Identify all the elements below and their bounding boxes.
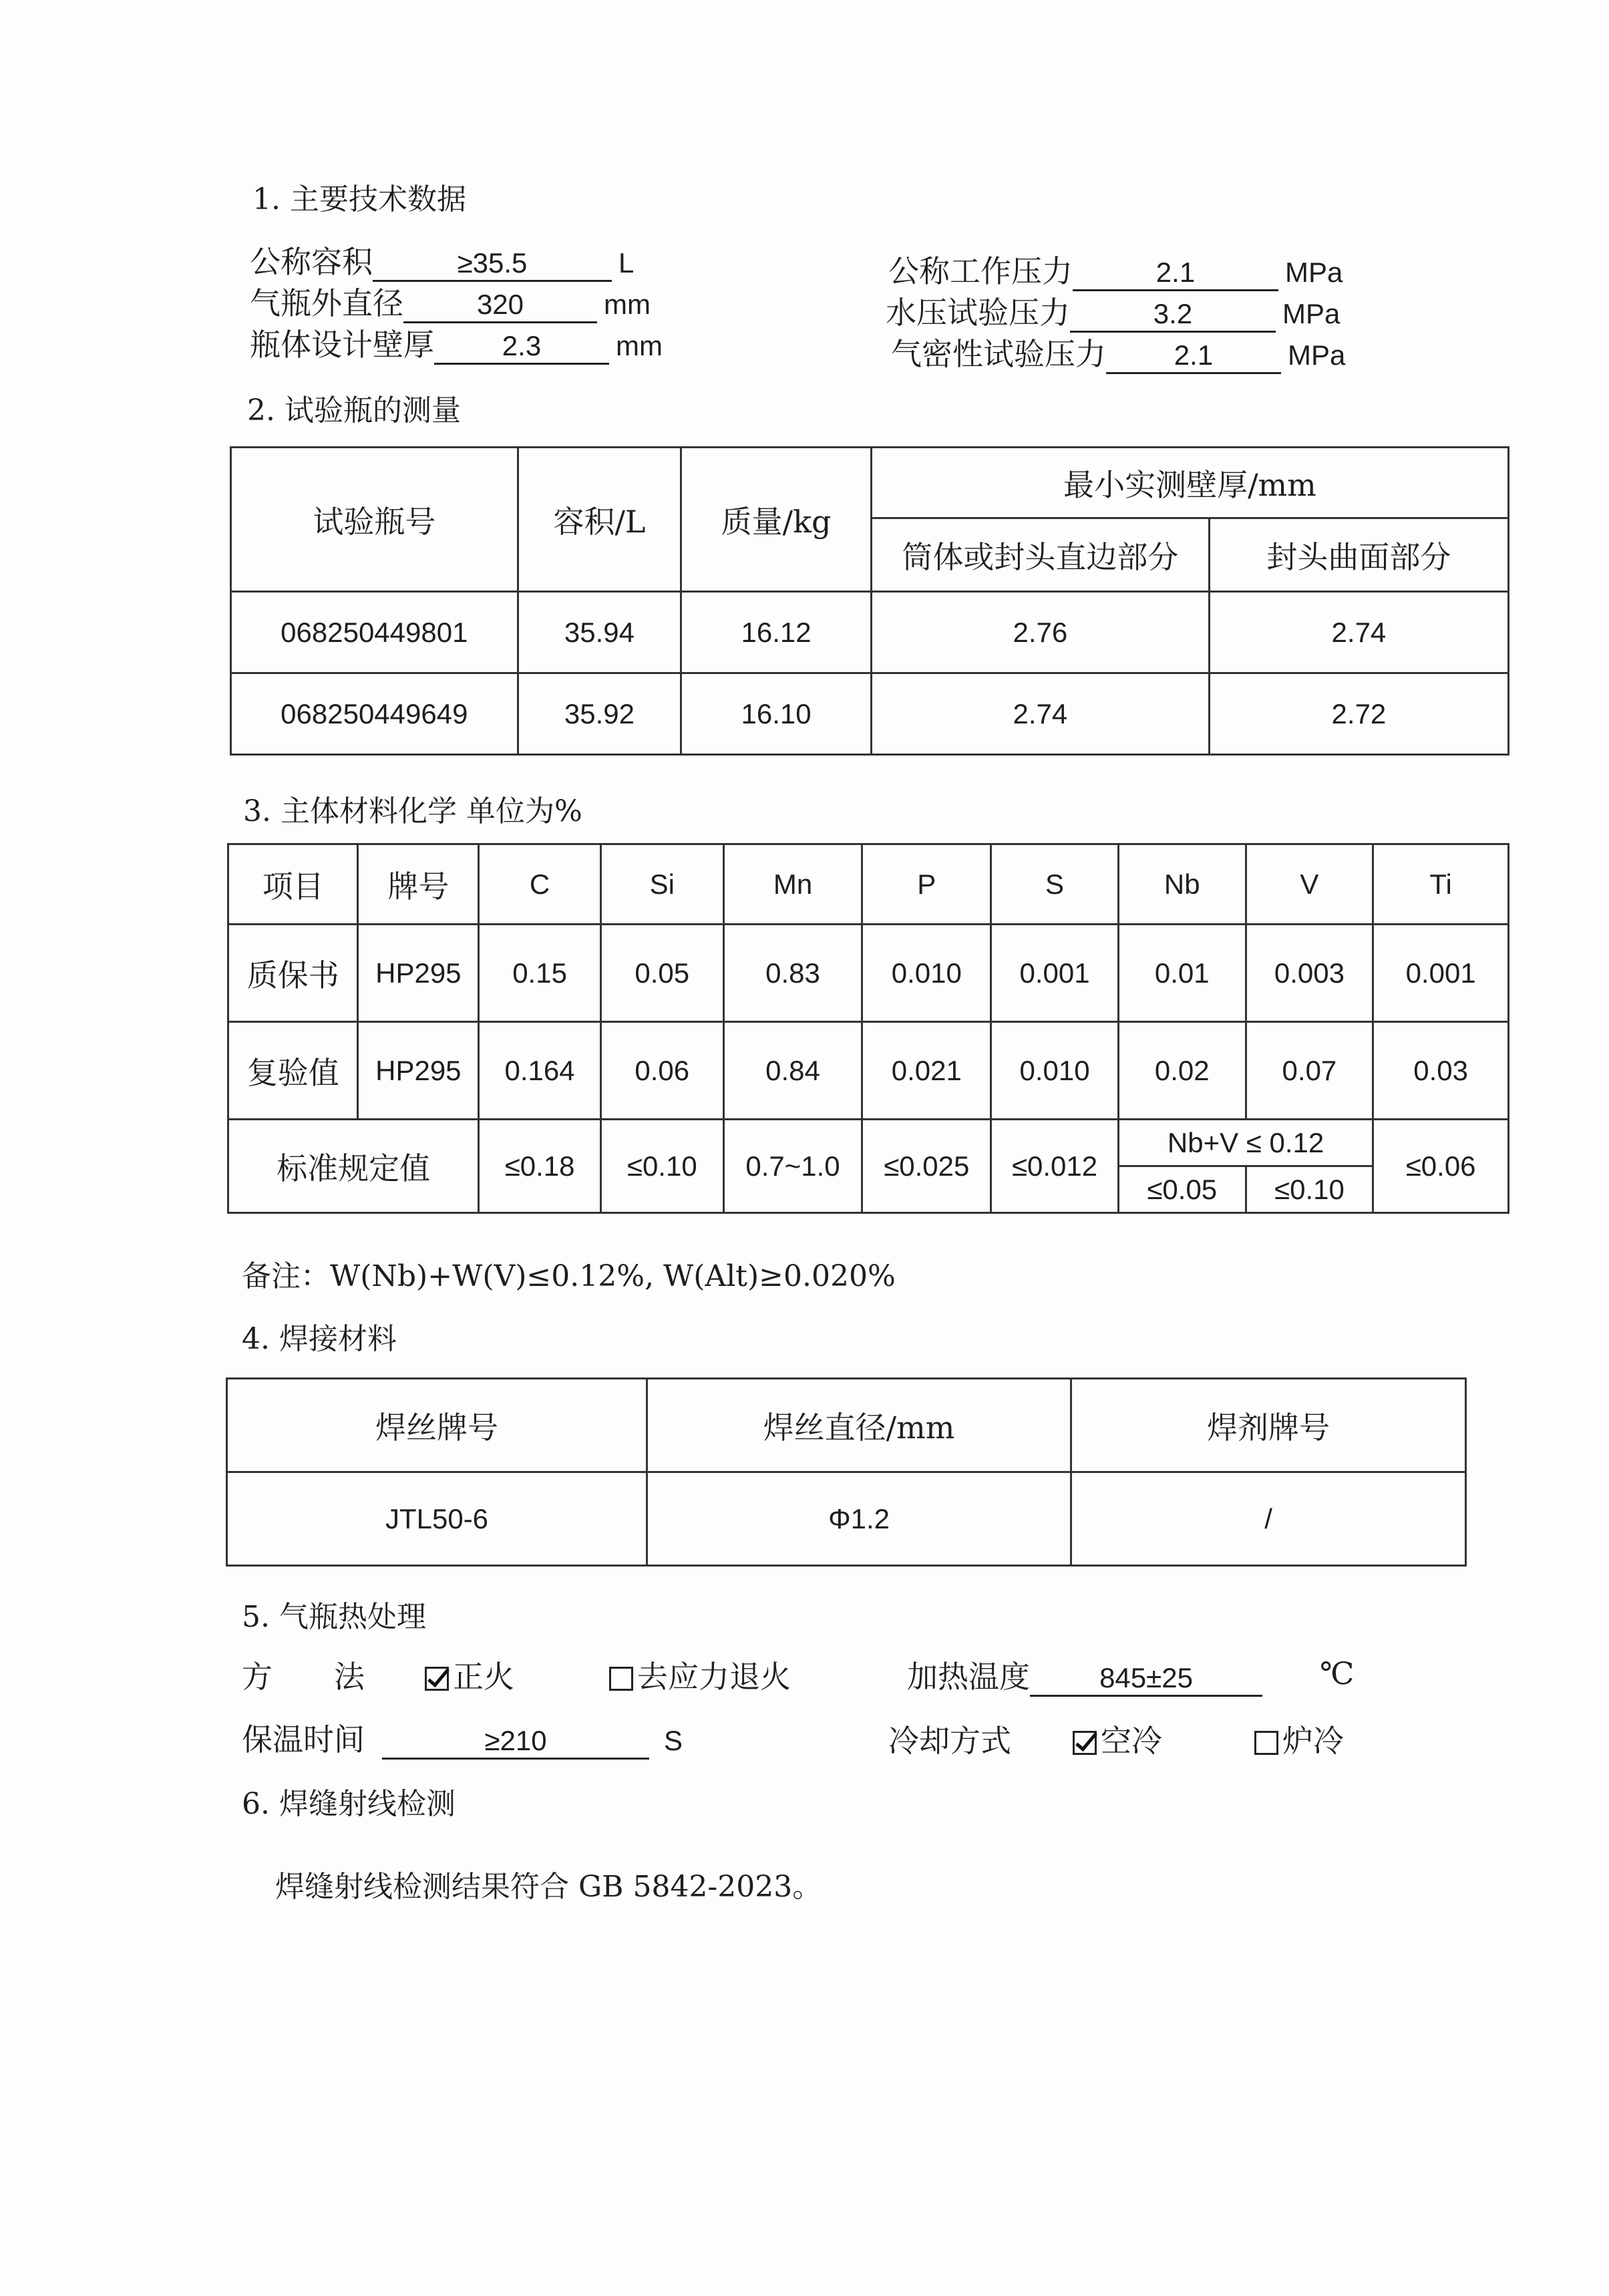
air-cool-label: 空冷: [1101, 1723, 1162, 1759]
cell-curved-thickness: 2.74: [1209, 592, 1508, 673]
test-cylinder-table: [230, 446, 1509, 756]
cell-std-c: ≤0.18: [479, 1120, 601, 1213]
nominal-volume-value: ≥35.5: [373, 247, 612, 282]
cell-volume: 35.94: [518, 592, 681, 673]
wall-thickness-unit: mm: [616, 330, 663, 361]
furnace-cool-option[interactable]: [1254, 1717, 1344, 1761]
cell-std-si: ≤0.10: [600, 1120, 723, 1213]
air-cool-option[interactable]: [1073, 1717, 1162, 1761]
header-wire-grade: 焊丝牌号: [227, 1379, 647, 1472]
airtight-pressure-field: [891, 330, 1345, 374]
chemistry-table: [227, 843, 1509, 1214]
section-3-heading: 3. 主体材料化学 单位为%: [243, 794, 582, 828]
working-pressure-label: 公称工作压力: [888, 253, 1073, 289]
chemistry-note: 备注：W(Nb)+W(V)≤0.12%, W(Alt)≥0.020%: [242, 1259, 896, 1293]
heating-temp-field: [907, 1653, 1262, 1697]
outer-diameter-value: 320: [403, 288, 597, 323]
welding-header-row: [227, 1379, 1466, 1472]
cell-nb: 0.02: [1118, 1022, 1246, 1120]
airtight-pressure-value: 2.1: [1106, 339, 1281, 374]
radiography-result: 焊缝射线检测结果符合 GB 5842-2023。: [275, 1870, 822, 1904]
stress-relief-option[interactable]: [609, 1653, 791, 1697]
standard-row: [228, 1120, 1509, 1166]
table-row: [227, 1472, 1466, 1566]
cell-ti: 0.001: [1373, 925, 1509, 1022]
method-label: 方 法: [242, 1659, 365, 1695]
cell-wire-grade: JTL50-6: [227, 1472, 647, 1566]
cell-v: 0.07: [1246, 1022, 1373, 1120]
section-2-heading: 2. 试验瓶的测量: [247, 393, 461, 428]
wall-thickness-value: 2.3: [434, 329, 609, 365]
cell-item: 质保书: [228, 925, 358, 1022]
header-c: C: [479, 844, 601, 925]
holding-time-label: 保温时间: [242, 1721, 365, 1758]
working-pressure-unit: MPa: [1285, 257, 1343, 288]
cell-p: 0.021: [862, 1022, 991, 1120]
header-mass: 质量/kg: [681, 448, 872, 592]
heating-temp-value: 845±25: [1030, 1661, 1262, 1697]
cell-s: 0.010: [991, 1022, 1119, 1120]
table-row: [231, 592, 1509, 673]
outer-diameter-field: [250, 279, 651, 323]
wall-thickness-field: [250, 321, 663, 365]
header-s: S: [991, 844, 1119, 925]
heating-temp-unit: ℃: [1320, 1655, 1355, 1691]
cell-wire-diameter: Φ1.2: [647, 1472, 1071, 1566]
table-row: [228, 925, 1509, 1022]
cell-si: 0.05: [600, 925, 723, 1022]
header-ti: Ti: [1373, 844, 1509, 925]
cell-nb: 0.01: [1118, 925, 1246, 1022]
cell-curved-thickness: 2.72: [1209, 673, 1508, 755]
table-row: [228, 1022, 1509, 1120]
chem-header-row: [228, 844, 1509, 925]
holding-time-value: ≥210: [382, 1724, 649, 1760]
air-cool-checkbox[interactable]: [1073, 1731, 1097, 1755]
cell-c: 0.164: [479, 1022, 601, 1120]
header-min-thickness: 最小实测壁厚/mm: [871, 448, 1508, 518]
cell-mass: 16.10: [681, 673, 872, 755]
nominal-volume-field: [250, 238, 634, 282]
cell-p: 0.010: [862, 925, 991, 1022]
cell-si: 0.06: [600, 1022, 723, 1120]
cell-std-nb: ≤0.05: [1118, 1166, 1246, 1213]
normalize-checkbox[interactable]: [425, 1667, 449, 1691]
cell-v: 0.003: [1246, 925, 1373, 1022]
cell-std-s: ≤0.012: [991, 1120, 1119, 1213]
working-pressure-field: [888, 247, 1343, 291]
cell-standard-label: 标准规定值: [228, 1120, 479, 1213]
cell-cylinder-no: 068250449801: [231, 592, 518, 673]
cell-ti: 0.03: [1373, 1022, 1509, 1120]
section-1-heading: 1. 主要技术数据: [252, 182, 466, 216]
cell-std-ti: ≤0.06: [1373, 1120, 1509, 1213]
wall-thickness-label: 瓶体设计壁厚: [250, 327, 434, 363]
stress-relief-checkbox[interactable]: [609, 1667, 633, 1691]
header-item: 项目: [228, 844, 358, 925]
cell-volume: 35.92: [518, 673, 681, 755]
cell-std-nbv: Nb+V ≤ 0.12: [1118, 1120, 1373, 1166]
cell-straight-thickness: 2.76: [871, 592, 1209, 673]
welding-material-table: [226, 1377, 1467, 1567]
cell-std-mn: 0.7~1.0: [723, 1120, 862, 1213]
cell-grade: HP295: [358, 1022, 479, 1120]
holding-time-unit: S: [664, 1725, 683, 1756]
table-header-row: [231, 448, 1509, 518]
hydro-pressure-label: 水压试验压力: [886, 295, 1070, 331]
header-flux-grade: 焊剂牌号: [1071, 1379, 1466, 1472]
furnace-cool-checkbox[interactable]: [1254, 1731, 1278, 1755]
section-6-heading: 6. 焊缝射线检测: [242, 1787, 456, 1821]
normalize-label: 正火: [453, 1659, 514, 1695]
cell-std-v: ≤0.10: [1246, 1166, 1373, 1213]
header-mn: Mn: [723, 844, 862, 925]
cell-flux-grade: /: [1071, 1472, 1466, 1566]
nominal-volume-label: 公称容积: [250, 244, 373, 280]
furnace-cool-label: 炉冷: [1282, 1723, 1344, 1759]
cooling-method-label: 冷却方式: [888, 1723, 1011, 1759]
header-wire-diameter: 焊丝直径/mm: [647, 1379, 1071, 1472]
outer-diameter-unit: mm: [604, 289, 651, 320]
hydro-pressure-unit: MPa: [1282, 298, 1340, 329]
working-pressure-value: 2.1: [1073, 256, 1278, 291]
cell-cylinder-no: 068250449649: [231, 673, 518, 755]
cell-mass: 16.12: [681, 592, 872, 673]
header-nb: Nb: [1118, 844, 1246, 925]
holding-time-field: [242, 1715, 683, 1760]
airtight-pressure-unit: MPa: [1288, 339, 1346, 371]
header-si: Si: [600, 844, 723, 925]
cell-mn: 0.83: [723, 925, 862, 1022]
airtight-pressure-label: 气密性试验压力: [891, 336, 1106, 372]
cell-grade: HP295: [358, 925, 479, 1022]
cell-mn: 0.84: [723, 1022, 862, 1120]
heating-temp-label: 加热温度: [907, 1659, 1030, 1695]
header-v: V: [1246, 844, 1373, 925]
section-5-heading: 5. 气瓶热处理: [242, 1600, 426, 1634]
outer-diameter-label: 气瓶外直径: [250, 285, 403, 321]
table-row: [231, 673, 1509, 755]
cell-s: 0.001: [991, 925, 1119, 1022]
hydro-pressure-field: [886, 289, 1340, 333]
header-volume: 容积/L: [518, 448, 681, 592]
cell-straight-thickness: 2.74: [871, 673, 1209, 755]
normalize-option[interactable]: [425, 1653, 514, 1697]
nominal-volume-unit: L: [618, 247, 635, 279]
header-grade: 牌号: [358, 844, 479, 925]
header-cylinder-no: 试验瓶号: [231, 448, 518, 592]
section-4-heading: 4. 焊接材料: [242, 1322, 397, 1356]
cell-std-p: ≤0.025: [862, 1120, 991, 1213]
cell-c: 0.15: [479, 925, 601, 1022]
header-p: P: [862, 844, 991, 925]
hydro-pressure-value: 3.2: [1070, 297, 1276, 333]
stress-relief-label: 去应力退火: [637, 1659, 791, 1695]
cell-item: 复验值: [228, 1022, 358, 1120]
header-straight-part: 筒体或封头直边部分: [871, 518, 1209, 592]
header-curved-part: 封头曲面部分: [1209, 518, 1508, 592]
